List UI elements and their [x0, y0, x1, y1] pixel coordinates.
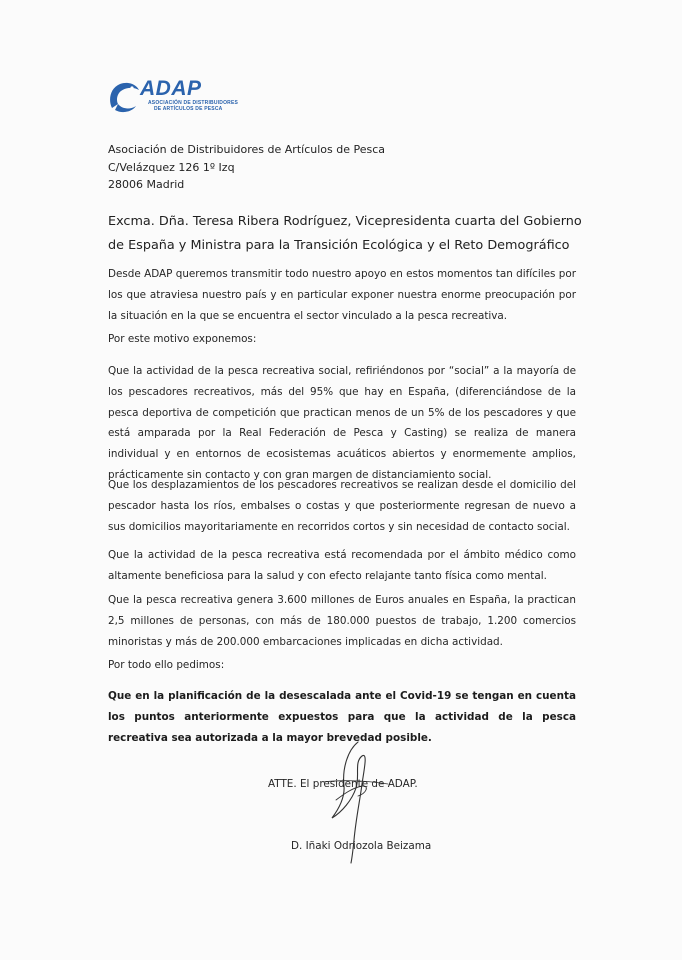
paragraph-request-heading: Por todo ello pedimos: [108, 659, 225, 671]
recipient-block [108, 210, 598, 258]
fish-body-shape [110, 83, 139, 108]
paragraph-economy: Que la pesca recreativa genera 3.600 millones de Euros anuales en España, la practican 2,5 millones de personas, con más de 180.000 puestos de trabajo, 1.200 comercios minoristas y más de 200.000 embarcaciones implicadas en dicha actividad. [108, 594, 576, 648]
fish-tail-shape [115, 104, 136, 112]
closing-line: ATTE. El presidente de ADAP. [268, 778, 418, 790]
sender-address [108, 141, 508, 194]
adap-logo [106, 76, 239, 124]
address-line-city: 28006 Madrid [108, 178, 185, 191]
paragraph-request: Que en la planificación de la desescalada ante el Covid-19 se tengan en cuenta los puntos anteriormente expuestos para que la actividad de la pesca recreativa sea autorizada a la mayor brevedad posible. [108, 690, 576, 744]
address-line-org: Asociación de Distribuidores de Artículos de Pesca [108, 143, 385, 156]
signer-name: D. Iñaki Odriozola Beizama [291, 840, 432, 852]
logo-subtitle-line1: ASOCIACIÓN DE DISTRIBUIDORES [148, 100, 239, 106]
address-line-street: C/Velázquez 126 1º Izq [108, 160, 235, 174]
fish-eye-shape [130, 86, 133, 89]
paragraph-travel: Que los desplazamientos de los pescadores recreativos se realizan desde el domicilio del pescador hasta los ríos, embalses o costas y que posteriormente regresan de nuevo a sus domicilios mayoritariamente en recorridos cortos y sin necesidad de contacto social. [108, 479, 576, 533]
logo-subtitle-line2: DE ARTÍCULOS DE PESCA [154, 106, 223, 112]
recipient-line2: de España y Ministra para la Transición Ecológica y el Reto Demográfico [108, 238, 570, 253]
paragraph-expose-heading: Por este motivo exponemos: [108, 333, 257, 345]
recipient-line1: Excma. Dña. Teresa Ribera Rodríguez, Vicepresidenta cuarta del Gobierno [108, 214, 582, 229]
logo-wordmark: ADAP [140, 77, 202, 100]
paragraph-health: Que la actividad de la pesca recreativa está recomendada por el ámbito médico como altamente beneficiosa para la salud y con efecto relajante tanto física como mental. [108, 549, 576, 582]
paragraph-social-fishing: Que la actividad de la pesca recreativa social, refiriéndonos por “social” a la mayoría de los pescadores recreativos, más del 95% que hay en España, (diferenciándose de la pesca deportiva de competición que practican menos de un 5% de los pescadores y que está amparada por la Real Federación de Pesca y Casting) se realiza de manera individual y en entornos de ecosistemas acuáticos abiertos y enormemente amplios, prácticamente sin contacto y con gran margen de distanciamiento social. [108, 365, 576, 481]
paragraph-intro: Desde ADAP queremos transmitir todo nuestro apoyo en estos momentos tan difíciles por los que atraviesa nuestro país y en particular exponer nuestra enorme preocupación por la situación en la que se encuentra el sector vinculado a la pesca recreativa. [108, 268, 576, 322]
